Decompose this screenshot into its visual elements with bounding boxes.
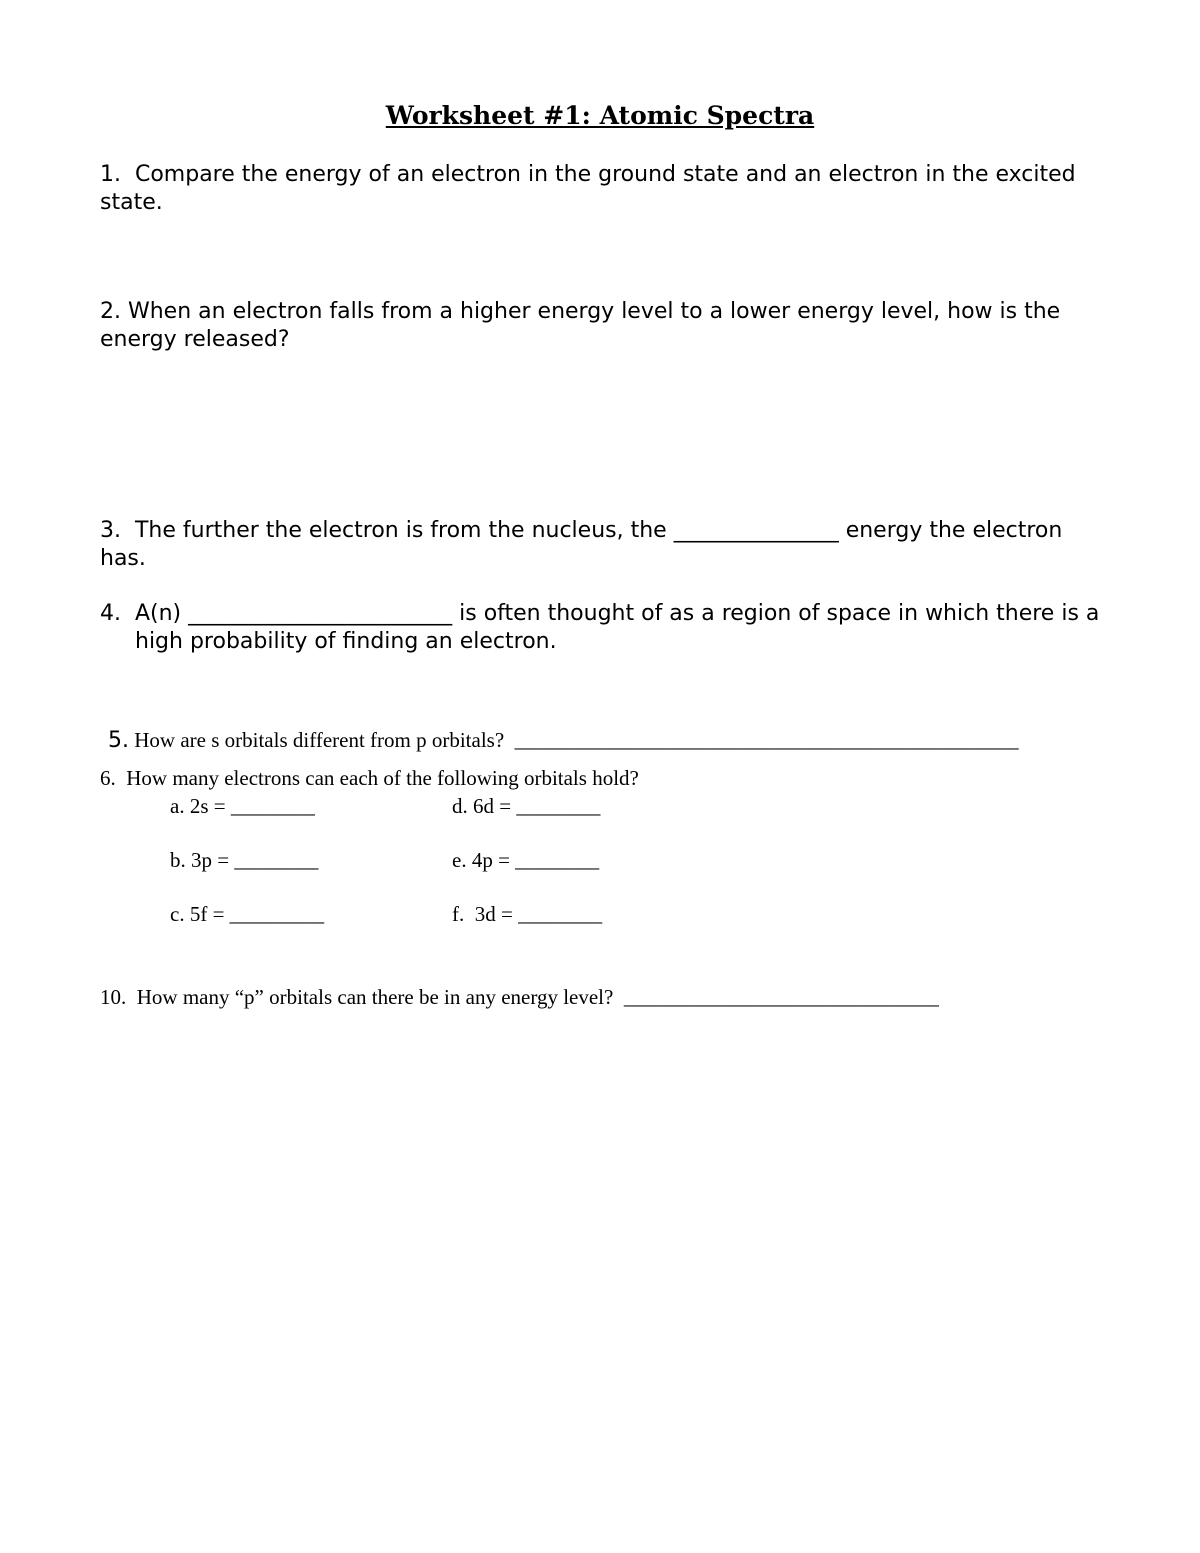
question-10: 10. How many “p” orbitals can there be in any energy level? ______________________________ xyxy=(100,985,939,1009)
question-5-text: How are s orbitals different from p orbitals? ________________________________________________ xyxy=(129,728,1019,752)
worksheet-title: Worksheet #1: Atomic Spectra xyxy=(385,101,815,130)
question-6c: c. 5f = _________ xyxy=(170,902,325,926)
question-6: 6. How many electrons can each of the following orbitals hold? xyxy=(100,766,639,790)
question-5-number: 5. xyxy=(108,728,129,753)
question-6d: d. 6d = ________ xyxy=(452,794,601,818)
question-1: 1. Compare the energy of an electron in the ground state and an electron in the excited state. xyxy=(100,162,1083,215)
question-5 xyxy=(100,710,1019,753)
question-2: 2. When an electron falls from a higher energy level to a lower energy level, how is the energy released? xyxy=(100,299,1068,352)
question-4: 4. A(n) ________________________ is often thought of as a region of space in which there is a high probability of finding an electron. xyxy=(100,601,1107,654)
question-6e: e. 4p = ________ xyxy=(452,848,600,872)
question-3: 3. The further the electron is from the nucleus, the _______________ energy the electron has. xyxy=(100,518,1070,571)
question-6a: a. 2s = ________ xyxy=(170,794,315,818)
question-6b: b. 3p = ________ xyxy=(170,848,319,872)
question-6f: f. 3d = ________ xyxy=(452,902,603,926)
